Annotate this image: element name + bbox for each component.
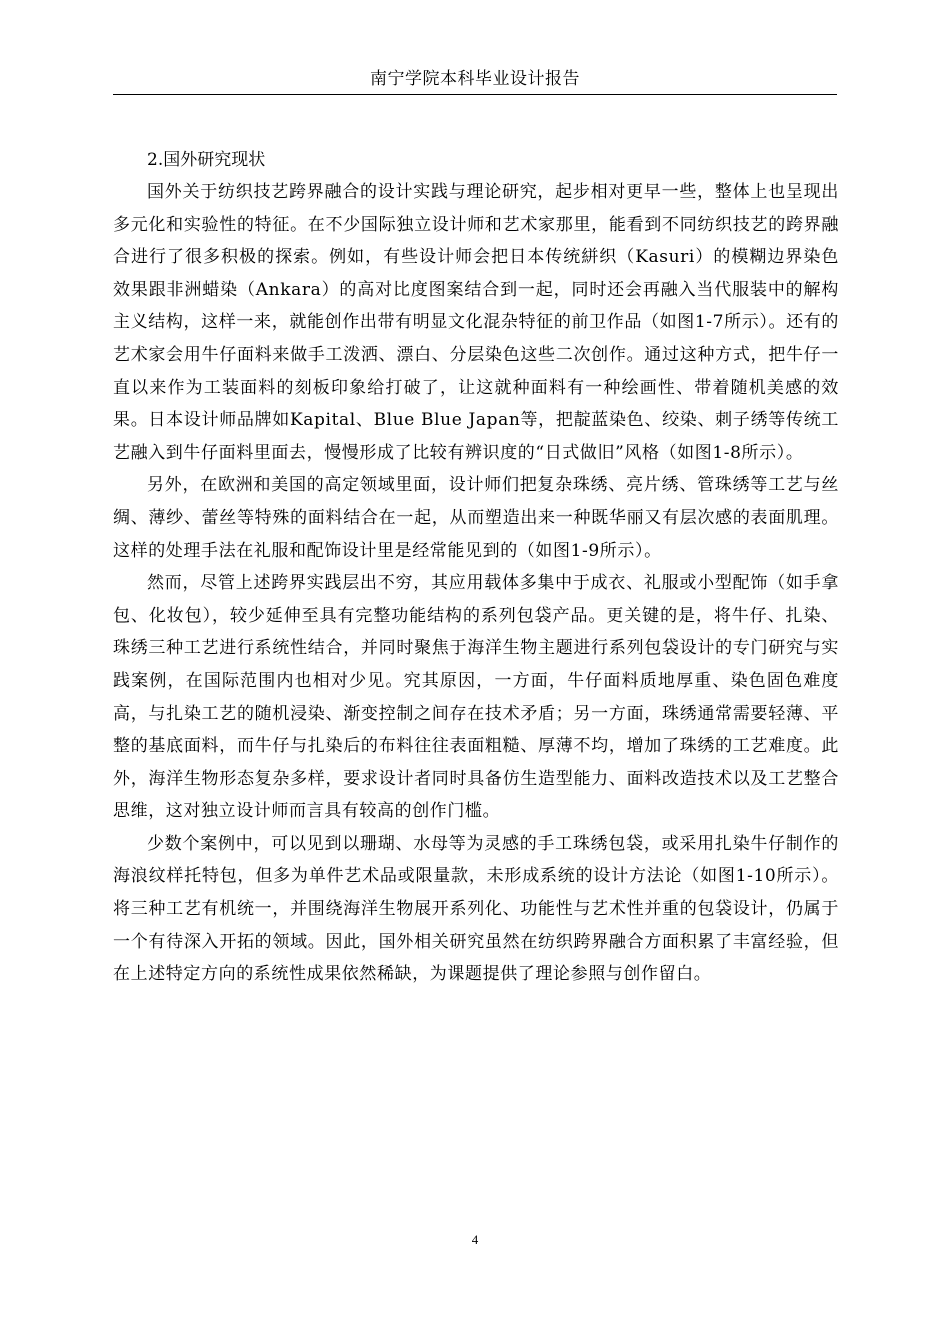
page-number: 4 bbox=[471, 1232, 479, 1247]
body-paragraph: 少数个案例中，可以见到以珊瑚、水母等为灵感的手工珠绣包袋，或采用扎染牛仔制作的海浪纹样托特包，但多为单件艺术品或限量款，未形成系统的设计方法论（如图1-10所示）。将三种工艺有机统一，并围绕海洋生物展开系列化、功能性与艺术性并重的包袋设计，仍属于一个有待深入开拓的领域。因此，国外相关研究虽然在纺织跨界融合方面积累了丰富经验，但在上述特定方向的系统性成果依然稀缺，为课题提供了理论参照与创作留白。 bbox=[113, 833, 839, 985]
body-paragraph: 国外关于纺织技艺跨界融合的设计实践与理论研究，起步相对更早一些，整体上也呈现出多元化和实验性的特征。在不少国际独立设计师和艺术家那里，能看到不同纺织技艺的跨界融合进行了很多积极的探索。例如，有些设计师会把日本传统絣织（Kasuri）的模糊边界染色效果跟非洲蜡染（Ankara）的高对比度图案结合到一起，同时还会再融入当代服装中的解构主义结构，这样一来，就能创作出带有明显文化混杂特征的前卫作品（如图1-7所示）。还有的艺术家会用牛仔面料来做手工泼洒、漂白、分层染色这些二次创作。通过这种方式，把牛仔一直以来作为工装面料的刻板印象给打破了，让这就种面料有一种绘画性、带着随机美感的效果。日本设计师品牌如Kapital、Blue Blue Japan等，把靛蓝染色、绞染、刺子绣等传统工艺融入到牛仔面料里面去，慢慢形成了比较有辨识度的“日式做旧”风格（如图1-8所示）。 bbox=[113, 182, 839, 463]
page-body bbox=[113, 144, 839, 991]
body-paragraph: 另外，在欧洲和美国的高定领域里面，设计师们把复杂珠绣、亮片绣、管珠绣等工艺与丝绸、薄纱、蕾丝等特殊的面料结合在一起，从而塑造出来一种既华丽又有层次感的表面肌理。这样的处理手法在礼服和配饰设计里是经常能见到的（如图1-9所示）。 bbox=[113, 475, 839, 561]
body-paragraph: 然而，尽管上述跨界实践层出不穷，其应用载体多集中于成衣、礼服或小型配饰（如手拿包、化妆包），较少延伸至具有完整功能结构的系列包袋产品。更关键的是，将牛仔、扎染、珠绣三种工艺进行系统性结合，并同时聚焦于海洋生物主题进行系列包袋设计的专门研究与实践案例，在国际范围内也相对少见。究其原因，一方面，牛仔面料质地厚重、染色固色难度高，与扎染工艺的随机浸染、渐变控制之间存在技术矛盾；另一方面，珠绣通常需要轻薄、平整的基底面料，而牛仔与扎染后的布料往往表面粗糙、厚薄不均，增加了珠绣的工艺难度。此外，海洋生物形态复杂多样，要求设计者同时具备仿生造型能力、面料改造技术以及工艺整合思维，这对独立设计师而言具有较高的创作门槛。 bbox=[113, 573, 839, 822]
page-header bbox=[113, 68, 837, 95]
page-header-title: 南宁学院本科毕业设计报告 bbox=[370, 69, 580, 89]
section-heading: 2.国外研究现状 bbox=[147, 150, 266, 170]
